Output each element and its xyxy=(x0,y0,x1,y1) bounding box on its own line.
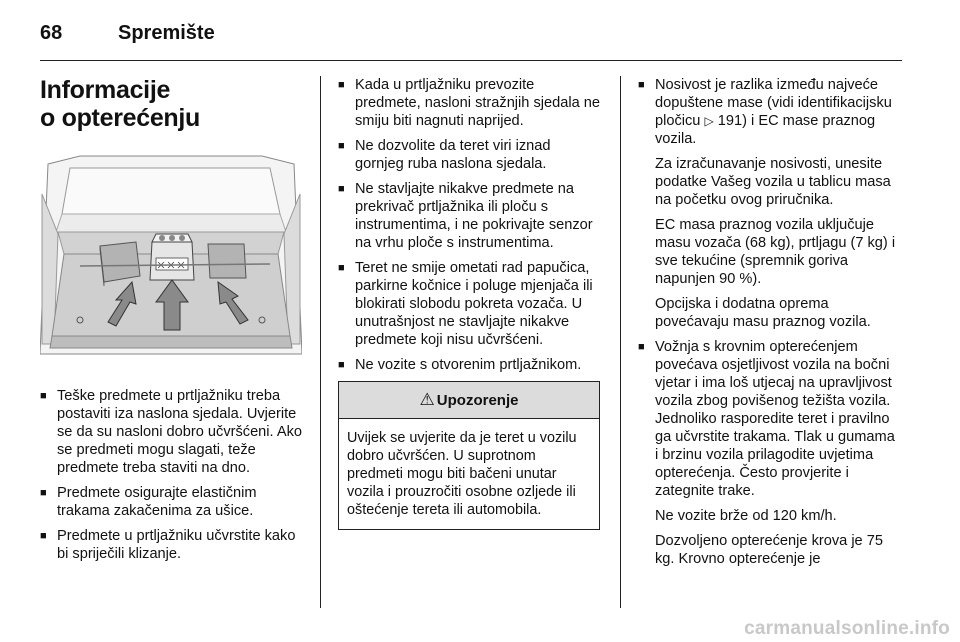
paragraph xyxy=(655,76,902,148)
warning-header xyxy=(339,382,599,419)
warning-box xyxy=(338,381,600,530)
paragraph: Dozvoljeno opterećenje krova je 75 kg. Krovno opterećenje je xyxy=(655,533,883,567)
list-item: ■ Ne dozvolite da teret viri iznad gornjeg ruba naslona sjedala. xyxy=(338,137,602,173)
paragraph: Ne vozite brže od 120 km/h. xyxy=(655,508,837,524)
text-segment: 191) i EC mase praznog vozila. xyxy=(655,113,876,147)
watermark: carmanualsonline.info xyxy=(744,618,950,639)
list-item xyxy=(638,76,902,331)
warning-triangle-icon: ⚠ xyxy=(419,390,435,409)
list-item: ■ Predmete u prtljažniku učvrstite kako bi spriječili klizanje. xyxy=(40,527,302,563)
column-2 xyxy=(338,76,602,530)
page-header xyxy=(40,18,900,58)
bullet-list xyxy=(338,76,602,374)
list-item: ■ Ne vozite s otvorenim prtljažnikom. xyxy=(338,356,602,374)
column-1 xyxy=(40,76,302,570)
paragraph: Za izračunavanje nosivosti, unesite podatke Vašeg vozila u tablicu masa na početku ovog priručnika. xyxy=(655,156,891,208)
section-title-line: o opterećenju xyxy=(40,104,201,132)
list-item: ■ Ne stavljajte nikakve predmete na prekrivač prtljažnika ili ploču s instrumentima, i ne pokrivajte senzor na vrhu ploče s instrumentima. xyxy=(338,180,602,252)
paragraph: EC masa praznog vozila uključuje masu vozača (68 kg), prtljagu (7 kg) i sve tekućine (spremnik goriva napunjen 90 %). xyxy=(655,217,896,287)
paragraph: Opcijska i dodatna oprema povećavaju masu praznog vozila. xyxy=(655,296,871,330)
chapter-title: Spremište xyxy=(118,22,215,44)
trunk-loading-illustration xyxy=(40,154,302,366)
section-title xyxy=(40,76,302,132)
list-item: ■ Teret ne smije ometati rad papučica, parkirne kočnice i poluge mjenjača ili blokirati slobodu pokreta vozača. U unutrašnjost ne stavljajte nikakve predmete koji nisu učvršćeni. xyxy=(338,259,602,349)
warning-title: Upozorenje xyxy=(436,391,519,409)
paragraph: ■ Vožnja s krovnim opterećenjem povećava osjetljivost vozila na bočni vjetar i ima loš utjecaj na upravljivost vozila zbog povišenog težišta vozila. Jednoliko rasporedite teret i pravilno ga učvrstite trakama. Tlak u gumama i brzinu vozila prilagodite uvjetima opterećenja. Često provjerite i zategnite trake. xyxy=(655,339,895,499)
column-divider xyxy=(620,76,621,608)
header-divider xyxy=(40,60,902,61)
section-title-line: Informacije xyxy=(40,76,171,104)
bullet-list xyxy=(638,76,902,568)
page-number: 68 xyxy=(40,22,63,44)
column-3 xyxy=(638,76,902,575)
column-divider xyxy=(320,76,321,608)
list-item: ■ Kada u prtljažniku prevozite predmete, nasloni stražnjih sjedala ne smiju biti nagnuti naprijed. xyxy=(338,76,602,130)
list-item: ■ Predmete osigurajte elastičnim trakama zakačenima za ušice. xyxy=(40,484,302,520)
page-reference-arrow-icon: ▷ xyxy=(704,114,714,128)
warning-text: Uvijek se uvjerite da je teret u vozilu dobro učvršćen. U suprotnom predmeti mogu biti bačeni unutar vozila i prouzročiti osobne ozljede ili oštećenje tereta ili automobila. xyxy=(347,430,577,518)
text-segment: Nosivost je razlika između najveće dopuštene mase (vidi identifikacijsku pločicu xyxy=(655,77,892,129)
list-item xyxy=(638,338,902,568)
bullet-list xyxy=(40,387,302,563)
list-item: ■ Teške predmete u prtljažniku treba postaviti iza naslona sjedala. Uvjerite se da su nasloni dobro učvršćeni. Ako se predmeti mogu slagati, teže predmete treba staviti na dno. xyxy=(40,387,302,477)
